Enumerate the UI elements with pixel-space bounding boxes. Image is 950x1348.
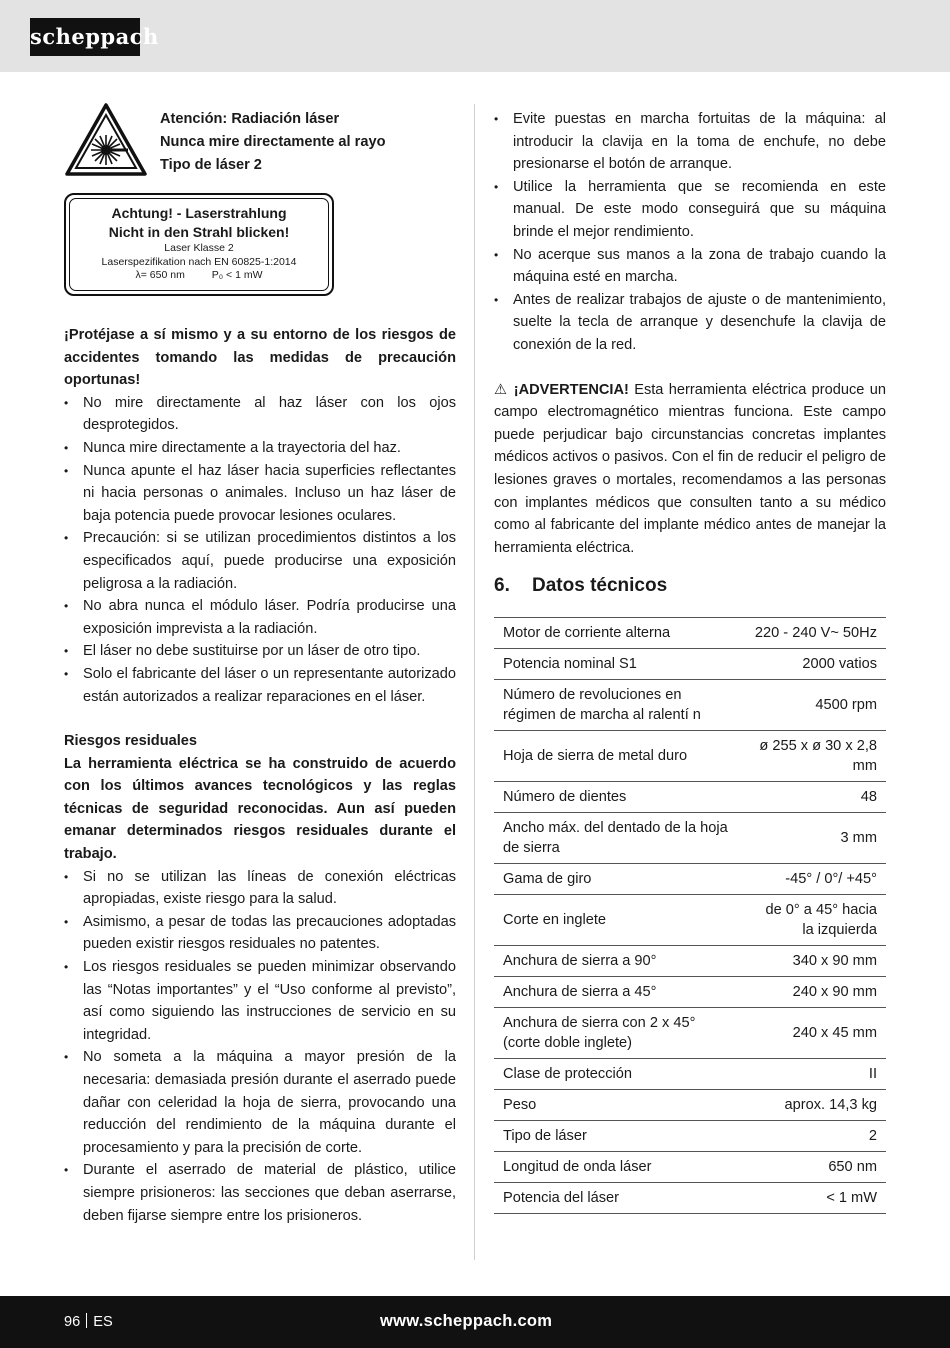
warning-line: Atención: Radiación láser bbox=[160, 111, 340, 127]
warning-text: Esta herramienta eléctrica produce un campo electromagnético mientras funciona. Este campo puede perjudicar bajo circunstancias concretas implantes médicos activos o pasivos. Con el fin de reducir el peligro de lesiones graves o mortales, recomendamos a las personas con implantes médicos que consulten tanto a su médico como al fabricante del implante médico antes de manejar la herramienta eléctrica. bbox=[494, 381, 886, 556]
spec-label: Potencia del láser bbox=[503, 1190, 620, 1207]
spec-label: Peso bbox=[503, 1097, 537, 1114]
spec-label: Corte en inglete bbox=[503, 912, 607, 929]
spec-label: Motor de corriente alterna bbox=[503, 625, 671, 642]
intro-paragraph: ¡Protéjase a sí mismo y a su entorno de los riesgos de accidentes tomando las medidas de precaución oportunas! bbox=[64, 327, 456, 389]
spec-value: -45° / 0°/ +45° bbox=[785, 871, 877, 888]
spec-value: aprox. 14,3 kg bbox=[784, 1097, 877, 1114]
residual-risks-heading: Riesgos residuales bbox=[64, 733, 198, 750]
spec-value: < 1 mW bbox=[826, 1190, 877, 1207]
right-column bbox=[494, 108, 886, 1214]
spec-label: Ancho máx. del dentado de la hoja de sierra bbox=[503, 820, 728, 857]
list-item: • Antes de realizar trabajos de ajuste o de mantenimiento, suelte la tecla de arranque y desenchufe la clavija de conexión de la red. bbox=[494, 289, 886, 357]
spec-label: Gama de giro bbox=[503, 871, 592, 888]
page-number bbox=[64, 1311, 113, 1333]
table-row bbox=[494, 946, 886, 977]
table-row bbox=[494, 649, 886, 680]
list-item: • Los riesgos residuales se pueden minimizar observando las “Notas importantes” y el “Uso conforme al previsto”, así como siguiendo las instrucciones de servicio en su integridad. bbox=[64, 956, 456, 1046]
spec-label: Potencia nominal S1 bbox=[503, 656, 637, 673]
label-heading: Nicht in den Strahl blicken! bbox=[108, 224, 290, 240]
table-row bbox=[494, 977, 886, 1008]
list-item: • Utilice la herramienta que se recomienda en este manual. De este modo conseguirá que su máquina brinde el mejor rendimiento. bbox=[494, 176, 886, 244]
spec-label: Anchura de sierra a 45° bbox=[503, 984, 657, 1001]
spec-label: Tipo de láser bbox=[503, 1128, 587, 1145]
table-row bbox=[494, 618, 886, 649]
list-item: • Precaución: si se utilizan procedimientos distintos a los especificados aquí, puede producirse una exposición peligrosa a la radiación. bbox=[64, 527, 456, 595]
label-spec: Laserspezifikation nach EN 60825-1:2014 bbox=[101, 255, 297, 268]
spec-value: 340 x 90 mm bbox=[792, 953, 877, 970]
label-values bbox=[70, 269, 328, 283]
spec-value: 2000 vatios bbox=[802, 656, 877, 673]
list-item: • Solo el fabricante del láser o un representante autorizado están autorizados a realizar reparaciones en el láser. bbox=[64, 663, 456, 708]
label-class: Laser Klasse 2 bbox=[164, 242, 234, 254]
spec-label: Anchura de sierra con 2 x 45° (corte doble inglete) bbox=[503, 1015, 696, 1052]
spec-value: 220 - 240 V~ 50Hz bbox=[754, 625, 877, 642]
table-row bbox=[494, 1121, 886, 1152]
table-row bbox=[494, 1090, 886, 1121]
spec-label: Número de dientes bbox=[503, 789, 627, 806]
language-code: ES bbox=[93, 1314, 113, 1330]
table-row bbox=[494, 1059, 886, 1090]
spec-label: Número de revoluciones en régimen de marcha al ralentí n bbox=[503, 687, 701, 724]
spec-label: Anchura de sierra a 90° bbox=[503, 953, 657, 970]
section-title: Datos técnicos bbox=[532, 575, 668, 597]
section-heading bbox=[494, 573, 886, 599]
label-heading: Achtung! - Laserstrahlung bbox=[111, 205, 287, 221]
laser-warning-text bbox=[160, 108, 385, 177]
spec-label: Clase de protección bbox=[503, 1066, 632, 1083]
column-divider bbox=[474, 104, 475, 1260]
brand-logo: scheppach bbox=[30, 18, 140, 56]
list-item: • No acerque sus manos a la zona de trabajo cuando la máquina esté en marcha. bbox=[494, 244, 886, 289]
list-item: • No abra nunca el módulo láser. Podría producirse una exposición imprevista a la radiación. bbox=[64, 595, 456, 640]
list-item: • No mire directamente al haz láser con los ojos desprotegidos. bbox=[64, 392, 456, 437]
emf-warning-paragraph bbox=[494, 379, 886, 560]
list-item: • Nunca apunte el haz láser hacia superficies reflectantes ni hacia personas o animales. Incluso un haz láser de baja potencia puede provocar lesiones oculares. bbox=[64, 460, 456, 528]
spec-value: ø 255 x ø 30 x 2,8 mm bbox=[759, 738, 877, 775]
table-row bbox=[494, 1152, 886, 1183]
laser-class-label bbox=[64, 193, 334, 296]
technical-data-table bbox=[494, 617, 886, 1214]
page-footer bbox=[0, 1296, 950, 1348]
spec-value: 240 x 90 mm bbox=[792, 984, 877, 1001]
spec-label: Longitud de onda láser bbox=[503, 1159, 652, 1176]
spec-value: 650 nm bbox=[828, 1159, 877, 1176]
spec-value: 2 bbox=[868, 1128, 877, 1145]
website-url: www.scheppach.com bbox=[380, 1312, 553, 1330]
list-item: • Evite puestas en marcha fortuitas de la máquina: al introducir la clavija en la toma de enchufe, no debe presionarse el botón de arranque. bbox=[494, 108, 886, 176]
list-item: • Durante el aserrado de material de plástico, utilice siempre prisioneros: las secciones que deban aserrarse, deben fijarse siempre entre los prisioneros. bbox=[64, 1159, 456, 1227]
table-row bbox=[494, 813, 886, 864]
spec-value: II bbox=[868, 1066, 877, 1083]
residual-risks-intro: La herramienta eléctrica se ha construido de acuerdo con los últimos avances tecnológicos y las reglas técnicas de seguridad reconocidas. Aun así pueden emanar determinados riesgos residuales durante el trabajo. bbox=[64, 755, 456, 863]
table-row bbox=[494, 1008, 886, 1059]
laser-warning-icon bbox=[64, 102, 148, 178]
list-item: • Si no se utilizan las líneas de conexión eléctricas apropiadas, existe riesgo para la salud. bbox=[64, 866, 456, 911]
residual-risks-list bbox=[64, 866, 456, 1228]
warning-triangle-icon: ⚠ bbox=[494, 381, 509, 398]
operation-safety-list bbox=[494, 108, 886, 357]
warning-label: ¡ADVERTENCIA! bbox=[513, 381, 629, 398]
spec-value: 240 x 45 mm bbox=[792, 1025, 877, 1042]
label-power: P₀ < 1 mW bbox=[211, 269, 263, 281]
table-row bbox=[494, 895, 886, 946]
table-row bbox=[494, 864, 886, 895]
page-number-value: 96 bbox=[64, 1314, 81, 1330]
table-row bbox=[494, 680, 886, 731]
spec-label: Hoja de sierra de metal duro bbox=[503, 748, 688, 765]
spec-value: 3 mm bbox=[840, 830, 877, 847]
warning-line: Nunca mire directamente al rayo bbox=[160, 134, 386, 150]
list-item: • El láser no debe sustituirse por un láser de otro tipo. bbox=[64, 640, 456, 663]
table-row bbox=[494, 1183, 886, 1214]
table-row bbox=[494, 782, 886, 813]
spec-value: de 0° a 45° hacia la izquierda bbox=[765, 902, 877, 939]
warning-line: Tipo de láser 2 bbox=[160, 157, 262, 173]
table-row bbox=[494, 731, 886, 782]
laser-warning-block bbox=[64, 108, 456, 193]
list-item: • Nunca mire directamente a la trayectoria del haz. bbox=[64, 437, 456, 460]
laser-safety-list bbox=[64, 392, 456, 708]
list-item: • Asimismo, a pesar de todas las precauciones adoptadas pueden existir riesgos residuales no patentes. bbox=[64, 911, 456, 956]
label-wavelength: λ= 650 nm bbox=[135, 269, 185, 281]
section-number: 6. bbox=[494, 575, 510, 597]
list-item: • No someta a la máquina a mayor presión de la necesaria: demasiada presión durante el aserrado puede dañar con celeridad la hoja de sierra, provocando una reducción del rendimiento de la máquina durante el procesamiento y para la precisión de corte. bbox=[64, 1046, 456, 1159]
page-header bbox=[0, 0, 950, 72]
spec-value: 48 bbox=[860, 789, 877, 806]
spec-value: 4500 rpm bbox=[815, 697, 877, 714]
left-column bbox=[64, 108, 456, 1227]
